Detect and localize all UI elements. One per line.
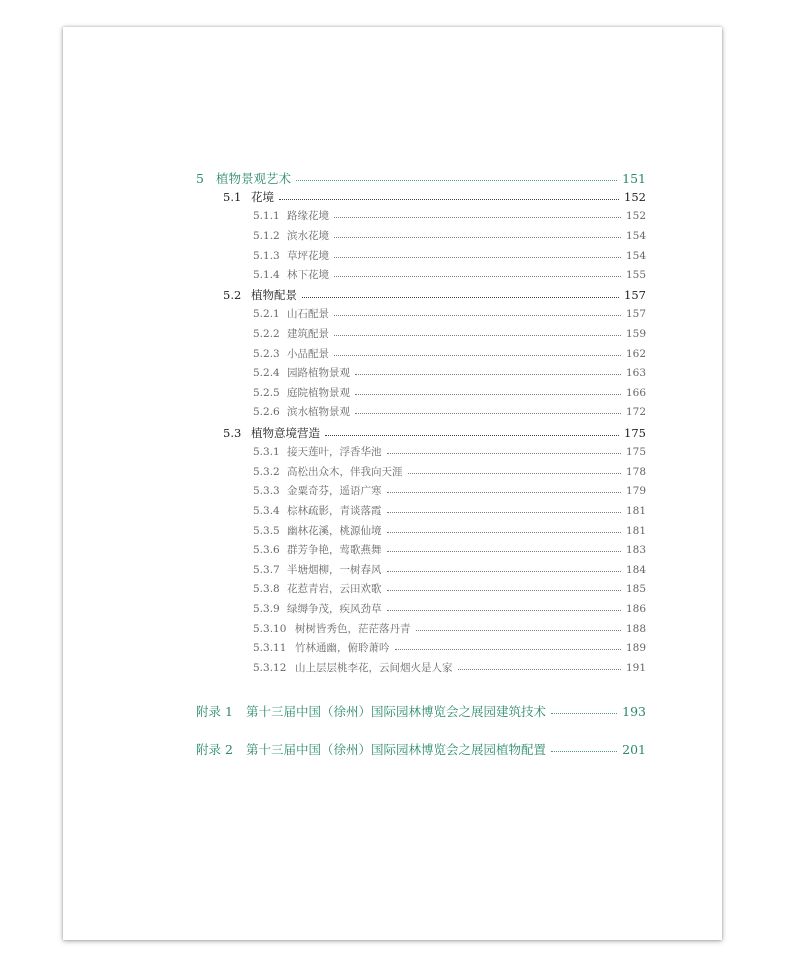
toc-subsection-title: 园路植物景观 [287, 367, 350, 379]
toc-leader-dots [387, 512, 621, 513]
toc-subsection-entry[interactable] [253, 503, 646, 518]
toc-subsection-title: 竹林通幽，俯聆萧吟 [295, 642, 390, 654]
toc-leader-dots [279, 199, 619, 200]
toc-subsection-entry[interactable] [253, 385, 646, 400]
toc-section-title: 植物配景 [251, 288, 297, 302]
toc-page-number: 154 [625, 229, 646, 242]
toc-page-number: 152 [625, 209, 646, 222]
toc-subsection-entry[interactable] [253, 326, 646, 341]
toc-subsection-entry[interactable] [253, 365, 646, 380]
toc-subsection-number: 5.1.3 [253, 249, 280, 262]
toc-leader-dots [408, 473, 621, 474]
toc-subsection-number: 5.3.12 [253, 661, 287, 674]
toc-subsection-number: 5.2.6 [253, 405, 280, 418]
toc-appendix-entry[interactable] [196, 702, 646, 720]
toc-leader-dots [334, 217, 621, 218]
toc-leader-dots [387, 453, 621, 454]
toc-subsection-number: 5.3.11 [253, 641, 287, 654]
toc-subsection-number: 5.3.6 [253, 543, 280, 556]
toc-page-number: 185 [625, 582, 646, 595]
toc-subsection-number: 5.3.9 [253, 602, 280, 615]
toc-leader-dots [334, 237, 621, 238]
toc-chapter-entry[interactable] [196, 169, 646, 187]
toc-subsection-number: 5.1.1 [253, 209, 280, 222]
toc-appendix-title: 第十三届中国（徐州）国际园林博览会之展园植物配置 [246, 742, 547, 757]
toc-subsection-entry[interactable] [253, 640, 646, 655]
toc-page-number: 181 [625, 504, 646, 517]
toc-subsection-title: 幽林花溪，桃源仙境 [287, 525, 382, 537]
toc-subsection-entry[interactable] [253, 523, 646, 538]
toc-leader-dots [387, 492, 621, 493]
toc-subsection-number: 5.1.4 [253, 268, 280, 281]
toc-leader-dots [355, 413, 621, 414]
toc-subsection-entry[interactable] [253, 208, 646, 223]
toc-leader-dots [458, 669, 621, 670]
toc-leader-dots [334, 335, 621, 336]
toc-page-number: 175 [625, 445, 646, 458]
toc-subsection-number: 5.3.3 [253, 484, 280, 497]
toc-page-number: 181 [625, 524, 646, 537]
toc-page-number: 166 [625, 386, 646, 399]
toc-section-number: 5.1 [223, 190, 242, 204]
toc-subsection-title: 花惹青岩，云田欢歌 [287, 583, 382, 595]
toc-leader-dots [325, 435, 619, 436]
toc-page-number: 151 [622, 170, 646, 186]
toc-leader-dots [334, 355, 621, 356]
toc-subsection-title: 滨水花境 [287, 230, 329, 242]
toc-subsection-entry[interactable] [253, 464, 646, 479]
toc-leader-dots [387, 590, 621, 591]
toc-page-number: 193 [622, 703, 646, 719]
toc-subsection-title: 棕林疏影，青谈落霞 [287, 505, 382, 517]
table-of-contents [63, 27, 722, 940]
toc-leader-dots [387, 610, 621, 611]
toc-leader-dots [355, 394, 621, 395]
toc-subsection-title: 金粟奇芬，遥语广寒 [287, 485, 382, 497]
toc-page-number: 163 [625, 366, 646, 379]
toc-section-title: 植物意境营造 [251, 426, 320, 440]
toc-page-number: 159 [625, 327, 646, 340]
toc-page-number: 172 [625, 405, 646, 418]
toc-page-number: 186 [625, 602, 646, 615]
toc-subsection-title: 路缘花境 [287, 210, 329, 222]
toc-subsection-title: 绿缛争茂，疾风劲草 [287, 603, 382, 615]
toc-subsection-title: 山石配景 [287, 308, 329, 320]
toc-subsection-entry[interactable] [253, 248, 646, 263]
toc-subsection-number: 5.3.1 [253, 445, 280, 458]
toc-page-number: 157 [625, 307, 646, 320]
toc-section-entry[interactable] [223, 189, 646, 205]
toc-chapter-title: 植物景观艺术 [216, 171, 292, 186]
toc-subsection-entry[interactable] [253, 621, 646, 636]
toc-leader-dots [334, 315, 621, 316]
toc-subsection-title: 半塘烟柳，一树春风 [287, 564, 382, 576]
toc-subsection-entry[interactable] [253, 562, 646, 577]
toc-subsection-number: 5.3.4 [253, 504, 280, 517]
toc-leader-dots [302, 297, 619, 298]
toc-section-entry[interactable] [223, 287, 646, 303]
toc-subsection-entry[interactable] [253, 444, 646, 459]
toc-leader-dots [387, 532, 621, 533]
toc-leader-dots [416, 630, 621, 631]
toc-subsection-entry[interactable] [253, 228, 646, 243]
toc-page-number: 188 [625, 622, 646, 635]
toc-subsection-number: 5.3.2 [253, 465, 280, 478]
toc-subsection-title: 庭院植物景观 [287, 387, 350, 399]
toc-subsection-entry[interactable] [253, 542, 646, 557]
toc-subsection-title: 小品配景 [287, 348, 329, 360]
toc-subsection-number: 5.2.3 [253, 347, 280, 360]
toc-subsection-title: 建筑配景 [287, 328, 329, 340]
toc-subsection-title: 草坪花境 [287, 250, 329, 262]
toc-page-number: 152 [624, 190, 646, 204]
toc-subsection-title: 高松出众木，伴我向天涯 [287, 466, 403, 478]
document-page [63, 27, 722, 940]
toc-section-title: 花境 [251, 190, 274, 204]
toc-subsection-number: 5.2.1 [253, 307, 280, 320]
toc-leader-dots [334, 276, 621, 277]
toc-subsection-title: 滨水植物景观 [287, 406, 350, 418]
toc-subsection-number: 5.3.10 [253, 622, 287, 635]
toc-subsection-number: 5.3.8 [253, 582, 280, 595]
toc-subsection-entry[interactable] [253, 346, 646, 361]
toc-leader-dots [387, 571, 621, 572]
toc-section-entry[interactable] [223, 425, 646, 441]
toc-chapter-number: 5 [196, 170, 204, 186]
toc-appendix-title: 第十三届中国（徐州）国际园林博览会之展园建筑技术 [246, 704, 547, 719]
toc-subsection-entry[interactable] [253, 306, 646, 321]
toc-subsection-entry[interactable] [253, 267, 646, 282]
toc-subsection-title: 树树皆秀色，茫茫落丹青 [295, 623, 411, 635]
toc-page-number: 175 [624, 426, 646, 440]
toc-subsection-number: 5.2.2 [253, 327, 280, 340]
toc-subsection-entry[interactable] [253, 581, 646, 596]
toc-page-number: 157 [624, 288, 646, 302]
toc-section-number: 5.2 [223, 288, 242, 302]
toc-subsection-title: 接天莲叶，浮香华池 [287, 446, 382, 458]
toc-subsection-entry[interactable] [253, 404, 646, 419]
toc-page-number: 189 [625, 641, 646, 654]
toc-page-number: 162 [625, 347, 646, 360]
toc-subsection-entry[interactable] [253, 601, 646, 616]
toc-leader-dots [387, 551, 621, 552]
toc-subsection-number: 5.3.7 [253, 563, 280, 576]
toc-page-number: 183 [625, 543, 646, 556]
toc-page-number: 179 [625, 484, 646, 497]
toc-subsection-number: 5.2.4 [253, 366, 280, 379]
toc-page-number: 184 [625, 563, 646, 576]
toc-leader-dots [551, 713, 617, 714]
toc-page-number: 178 [625, 465, 646, 478]
toc-subsection-number: 5.2.5 [253, 386, 280, 399]
toc-appendix-number: 附录 2 [196, 742, 233, 757]
toc-leader-dots [296, 180, 617, 181]
toc-subsection-number: 5.3.5 [253, 524, 280, 537]
toc-leader-dots [395, 649, 621, 650]
toc-subsection-entry[interactable] [253, 660, 646, 675]
toc-subsection-number: 5.1.2 [253, 229, 280, 242]
toc-appendix-entry[interactable] [196, 740, 646, 758]
toc-subsection-title: 山上层层桃李花，云间烟火是人家 [295, 662, 453, 674]
toc-subsection-entry[interactable] [253, 483, 646, 498]
toc-page-number: 191 [625, 661, 646, 674]
toc-leader-dots [334, 257, 621, 258]
toc-leader-dots [355, 374, 621, 375]
toc-subsection-title: 群芳争艳，莺歌燕舞 [287, 544, 382, 556]
toc-page-number: 154 [625, 249, 646, 262]
toc-subsection-title: 林下花境 [287, 269, 329, 281]
toc-page-number: 155 [625, 268, 646, 281]
toc-leader-dots [551, 751, 617, 752]
toc-section-number: 5.3 [223, 426, 242, 440]
toc-page-number: 201 [622, 741, 646, 757]
toc-appendix-number: 附录 1 [196, 704, 233, 719]
